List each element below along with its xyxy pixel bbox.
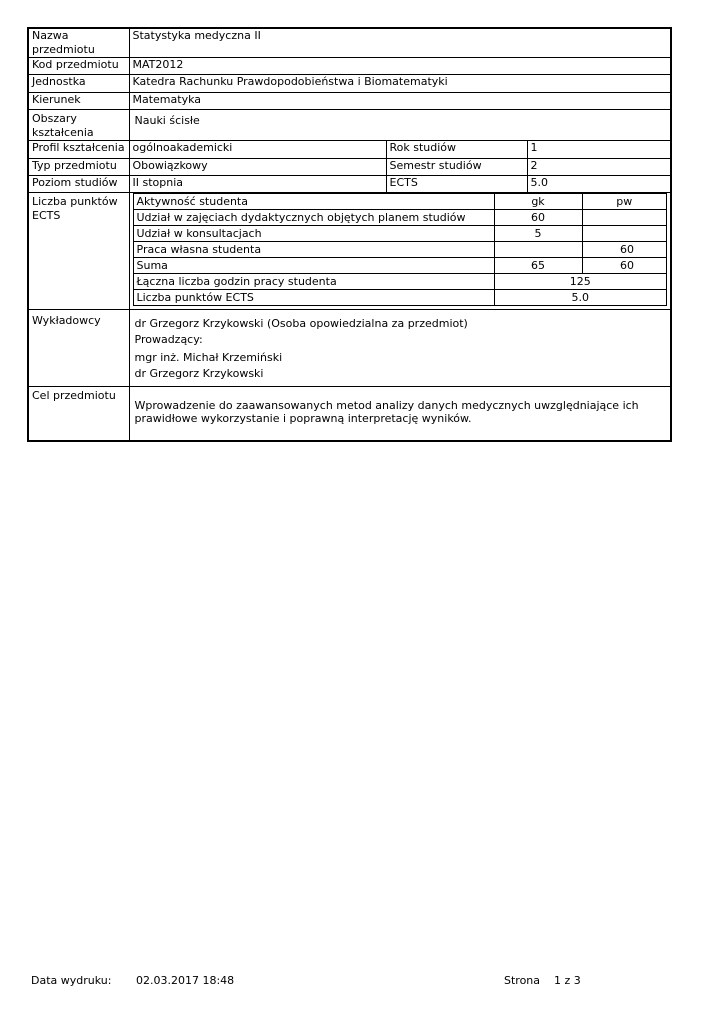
- ects-header-row: [133, 194, 667, 210]
- prowadzacy-item: dr Grzegorz Krzykowski: [134, 367, 264, 380]
- row-typ: [28, 159, 671, 176]
- value-profil: ogólnoakademicki: [129, 141, 386, 159]
- value-semestr: 2: [527, 159, 671, 176]
- value-wykladowcy: [129, 310, 671, 387]
- row-cel: [28, 387, 671, 441]
- ects-pw: [582, 210, 667, 226]
- ects-row: [133, 226, 667, 242]
- label-liczba-punktow: Liczba punktów ECTS: [28, 193, 129, 310]
- row-wykladowcy: [28, 310, 671, 387]
- label-wykladowcy: Wykładowcy: [28, 310, 129, 387]
- ects-row: [133, 242, 667, 258]
- label-nazwa: Nazwa przedmiotu: [28, 28, 129, 58]
- value-poziom: II stopnia: [129, 176, 386, 193]
- ects-total-points-value: 5.0: [494, 290, 667, 306]
- label-kierunek: Kierunek: [28, 93, 129, 110]
- label-kod: Kod przedmiotu: [28, 58, 129, 75]
- course-table: [27, 27, 672, 442]
- ects-gk: 60: [494, 210, 582, 226]
- value-kod: MAT2012: [129, 58, 671, 75]
- ects-row: [133, 258, 667, 274]
- label-obszary: Obszary kształcenia: [28, 110, 129, 141]
- row-kod: [28, 58, 671, 75]
- ects-header-gk: gk: [494, 194, 582, 210]
- row-poziom: [28, 176, 671, 193]
- row-nazwa: [28, 28, 671, 58]
- label-jednostka: Jednostka: [28, 75, 129, 93]
- ects-total-hours-row: [133, 274, 667, 290]
- print-date-label: Data wydruku:: [31, 974, 112, 987]
- ects-activity: Praca własna studenta: [133, 242, 494, 258]
- label-profil: Profil kształcenia: [28, 141, 129, 159]
- label-ects: ECTS: [386, 176, 527, 193]
- ects-pw: 60: [582, 242, 667, 258]
- ects-total-hours-label: Łączna liczba godzin pracy studenta: [133, 274, 494, 290]
- ects-row: [133, 210, 667, 226]
- label-typ: Typ przedmiotu: [28, 159, 129, 176]
- row-kierunek: [28, 93, 671, 110]
- ects-cell: [129, 193, 671, 310]
- ects-activity: Udział w konsultacjach: [133, 226, 494, 242]
- print-date-value: 02.03.2017 18:48: [136, 974, 235, 987]
- ects-activity: Udział w zajęciach dydaktycznych objętych planem studiów: [133, 210, 494, 226]
- value-jednostka: Katedra Rachunku Prawdopodobieństwa i Biomatematyki: [129, 75, 671, 93]
- label-cel: Cel przedmiotu: [28, 387, 129, 441]
- ects-header-activity: Aktywność studenta: [133, 194, 494, 210]
- course-card: [27, 27, 670, 442]
- label-rok: Rok studiów: [386, 141, 527, 159]
- prowadzacy-item: mgr inż. Michał Krzemiński: [134, 351, 283, 364]
- prowadzacy-label: Prowadzący:: [134, 333, 203, 346]
- ects-header-pw: pw: [582, 194, 667, 210]
- row-jednostka: [28, 75, 671, 93]
- ects-gk: 65: [494, 258, 582, 274]
- ects-gk: 5: [494, 226, 582, 242]
- page-number: 1 z 3: [554, 974, 581, 987]
- row-profil: [28, 141, 671, 159]
- label-semestr: Semestr studiów: [386, 159, 527, 176]
- value-nazwa: Statystyka medyczna II: [129, 28, 671, 58]
- page-label: Strona: [504, 974, 541, 987]
- row-ects-breakdown: [28, 193, 671, 310]
- ects-pw: 60: [582, 258, 667, 274]
- ects-total-hours-value: 125: [494, 274, 667, 290]
- value-obszary: Nauki ścisłe: [129, 110, 671, 141]
- row-obszary: [28, 110, 671, 141]
- value-kierunek: Matematyka: [129, 93, 671, 110]
- value-typ: Obowiązkowy: [129, 159, 386, 176]
- ects-activity: Suma: [133, 258, 494, 274]
- label-poziom: Poziom studiów: [28, 176, 129, 193]
- ects-table: [133, 193, 668, 306]
- value-rok: 1: [527, 141, 671, 159]
- page-footer: [31, 974, 691, 988]
- ects-gk: [494, 242, 582, 258]
- value-cel: Wprowadzenie do zaawansowanych metod analizy danych medycznych uwzględniające ich prawidłowe wykorzystanie i poprawną interpretację wyników.: [129, 387, 671, 441]
- responsible-lecturer: dr Grzegorz Krzykowski (Osoba opowiedzialna za przedmiot): [134, 317, 468, 330]
- ects-total-points-row: [133, 290, 667, 306]
- ects-pw: [582, 226, 667, 242]
- ects-total-points-label: Liczba punktów ECTS: [133, 290, 494, 306]
- value-ects: 5.0: [527, 176, 671, 193]
